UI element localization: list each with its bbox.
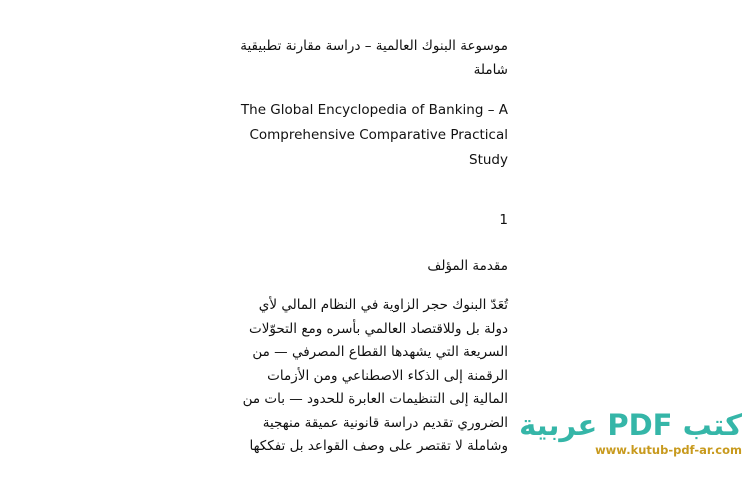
page-number: 1: [499, 212, 508, 228]
watermark-logo-text: كتب PDF عربية: [519, 408, 742, 442]
section-heading: مقدمة المؤلف: [427, 258, 508, 274]
body-line: المالية إلى التنظيمات العابرة للحدود — بات من: [242, 391, 508, 407]
body-line: تُعَدّ البنوك حجر الزاوية في النظام المالي لأي: [258, 297, 508, 313]
document-title-english: The Global Encyclopedia of Banking – A Comprehensive Comparative Practical Study: [240, 102, 508, 168]
body-line: الضروري تقديم دراسة قانونية عميقة منهجية: [262, 414, 508, 431]
body-line: الرقمنة إلى الذكاء الاصطناعي ومن الأزمات: [267, 367, 508, 384]
body-line: السريعة التي يشهدها القطاع المصرفي — من: [252, 344, 508, 360]
watermark-url: www.kutub-pdf-ar.com: [595, 443, 742, 457]
watermark-logo: [519, 408, 742, 458]
body-line: دولة بل وللاقتصاد العالمي بأسره ومع التحوّلات: [249, 320, 508, 337]
body-paragraph: [238, 294, 508, 459]
body-line: وشاملة لا تقتصر على وصف القواعد بل تفككها: [249, 438, 508, 454]
document-title-arabic: موسوعة البنوك العالمية – دراسة مقارنة تطبيقية شاملة: [240, 38, 508, 78]
